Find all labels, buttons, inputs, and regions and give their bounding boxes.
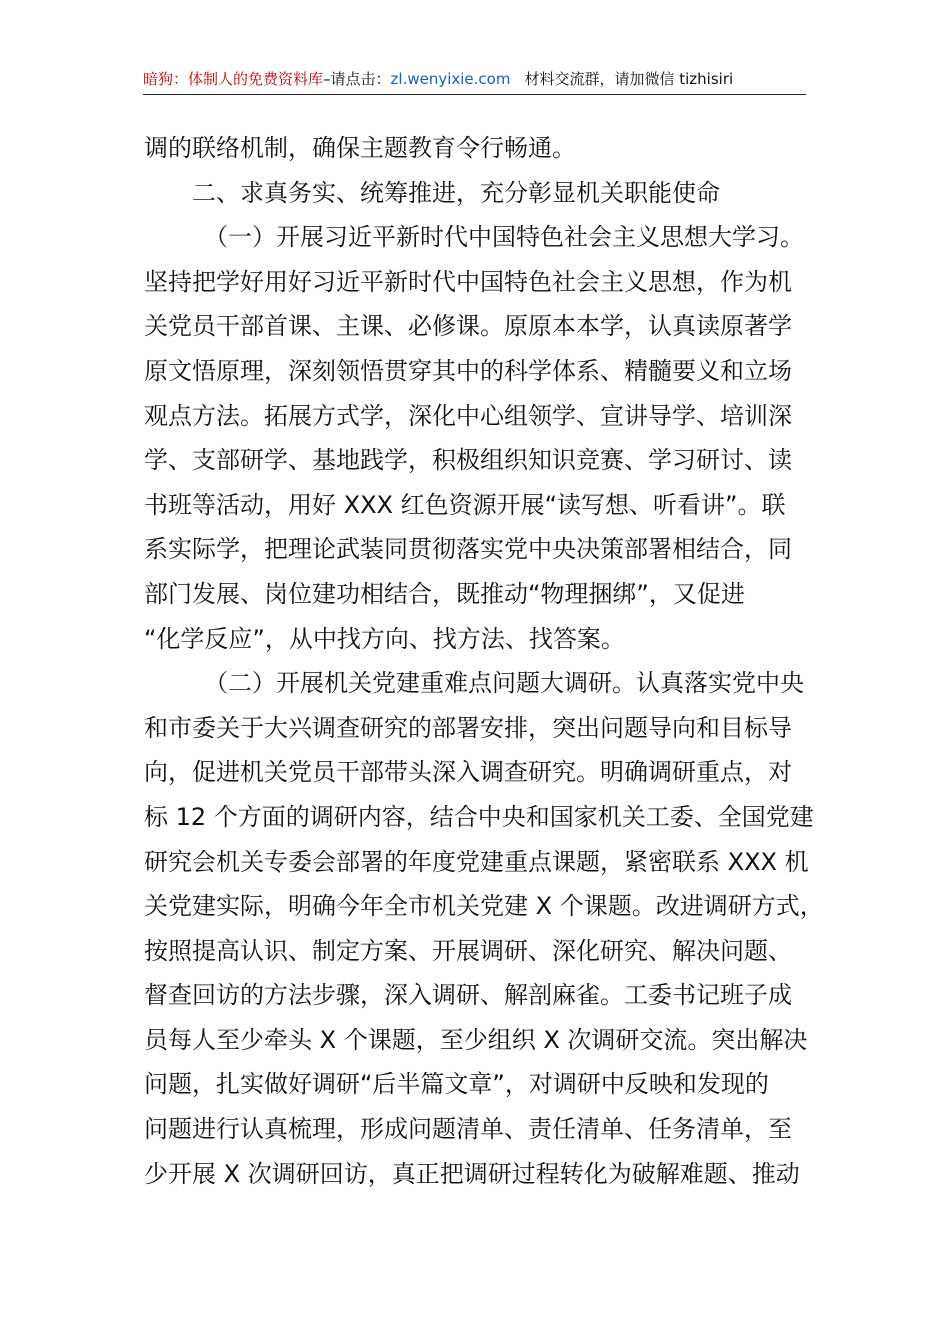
body-line: 少开展 X 次调研回访，真正把调研过程转化为破解难题、推动 <box>144 1159 800 1188</box>
site-link[interactable]: zl.wenyixie.com <box>390 70 511 88</box>
subsection-heading: （二）开展机关党建重难点问题大调研。认真落实党中央 <box>204 669 804 698</box>
body-line: 系实际学，把理论武装同贯彻落实党中央决策部署相结合，同 <box>144 535 792 564</box>
body-line: 标 12 个方面的调研内容，结合中央和国家机关工委、全国党建 <box>144 802 814 831</box>
body-line: 书班等活动，用好 XXX 红色资源开展“读写想、听看讲”。联 <box>144 490 786 519</box>
body-line: 调的联络机制，确保主题教育令行畅通。 <box>144 134 576 162</box>
body-line: 坚持把学好用好习近平新时代中国特色社会主义思想，作为机 <box>144 267 792 296</box>
body-line: 员每人至少牵头 X 个课题，至少组织 X 次调研交流。突出解决 <box>144 1025 808 1054</box>
body-line: 观点方法。拓展方式学，深化中心组领学、宣讲导学、培训深 <box>144 401 792 430</box>
body-line: “化学反应”，从中找方向、找方法、找答案。 <box>144 624 625 653</box>
body-line: 问题进行认真梳理，形成问题清单、责任清单、任务清单，至 <box>144 1115 792 1144</box>
body-line: 关党员干部首课、主课、必修课。原原本本学，认真读原著学 <box>144 312 792 341</box>
body-line: 研究会机关专委会部署的年度党建重点课题，紧密联系 XXX 机 <box>144 847 809 876</box>
body-line: 关党建实际，明确今年全市机关党建 X 个课题。改进调研方式， <box>144 892 824 921</box>
section-heading: 二、求真务实、统筹推进，充分彰显机关职能使命 <box>192 178 720 207</box>
body-line: 和市委关于大兴调查研究的部署安排，突出问题导向和目标导 <box>144 713 792 742</box>
subsection-heading: （一）开展习近平新时代中国特色社会主义思想大学习。 <box>204 223 804 252</box>
body-line: 部门发展、岗位建功相结合，既推动“物理捆绑”，又促进 <box>144 579 745 608</box>
body-line: 原文悟原理，深刻领悟贯穿其中的科学体系、精髓要义和立场 <box>144 356 792 385</box>
page-header <box>143 66 806 95</box>
body-line: 问题，扎实做好调研“后半篇文章”，对调研中反映和发现的 <box>144 1070 769 1099</box>
document-body <box>144 126 824 1196</box>
body-line: 学、支部研学、基地践学，积极组织知识竞赛、学习研讨、读 <box>144 446 792 475</box>
body-line: 督查回访的方法步骤，深入调研、解剖麻雀。工委书记班子成 <box>144 981 792 1010</box>
click-prompt: –请点击： <box>323 70 391 88</box>
body-line: 按照提高认识、制定方案、开展调研、深化研究、解决问题、 <box>144 936 792 965</box>
site-name: 暗狗：体制人的免费资料库 <box>143 70 324 88</box>
wechat-note: 材料交流群，请加微信 tizhisiri <box>524 70 734 88</box>
body-line: 向，促进机关党员干部带头深入调查研究。明确调研重点，对 <box>144 758 792 787</box>
